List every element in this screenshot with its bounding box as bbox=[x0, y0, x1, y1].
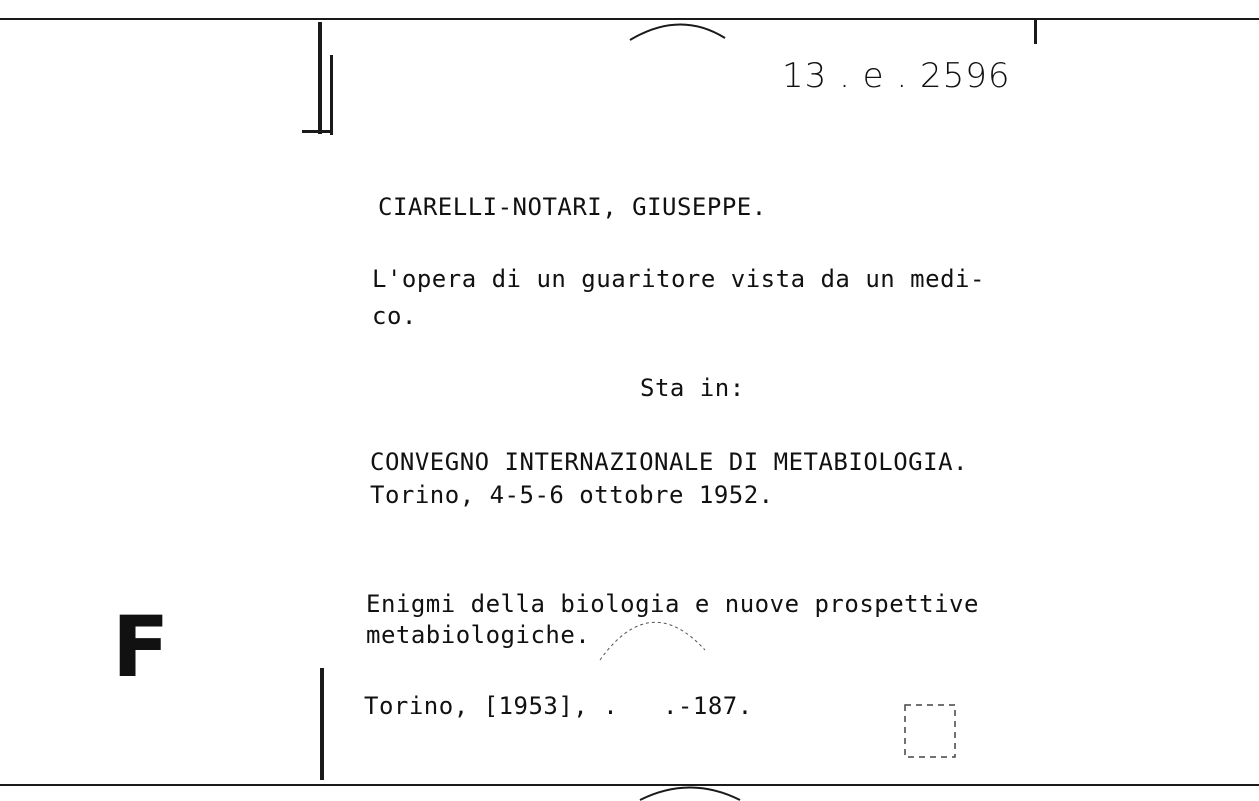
imprint-line: Torino, [1953], . .-187. bbox=[364, 692, 753, 720]
shelfmark: 13 . e . 2596 bbox=[782, 56, 1011, 96]
host-title-line-2: Torino, 4-5-6 ottobre 1952. bbox=[370, 481, 774, 509]
series-line-2: metabiologiche. bbox=[366, 621, 591, 649]
margin-letter: F bbox=[112, 598, 170, 696]
contained-in-label: Sta in: bbox=[640, 374, 745, 402]
title-line-2: co. bbox=[372, 302, 417, 330]
author-heading: CIARELLI-NOTARI, GIUSEPPE. bbox=[378, 193, 767, 221]
series-line-1: Enigmi della biologia e nuove prospettive bbox=[366, 590, 979, 618]
host-title-line-1: CONVEGNO INTERNAZIONALE DI METABIOLOGIA. bbox=[370, 448, 968, 476]
title-line-1: L'opera di un guaritore vista da un medi- bbox=[372, 265, 985, 293]
